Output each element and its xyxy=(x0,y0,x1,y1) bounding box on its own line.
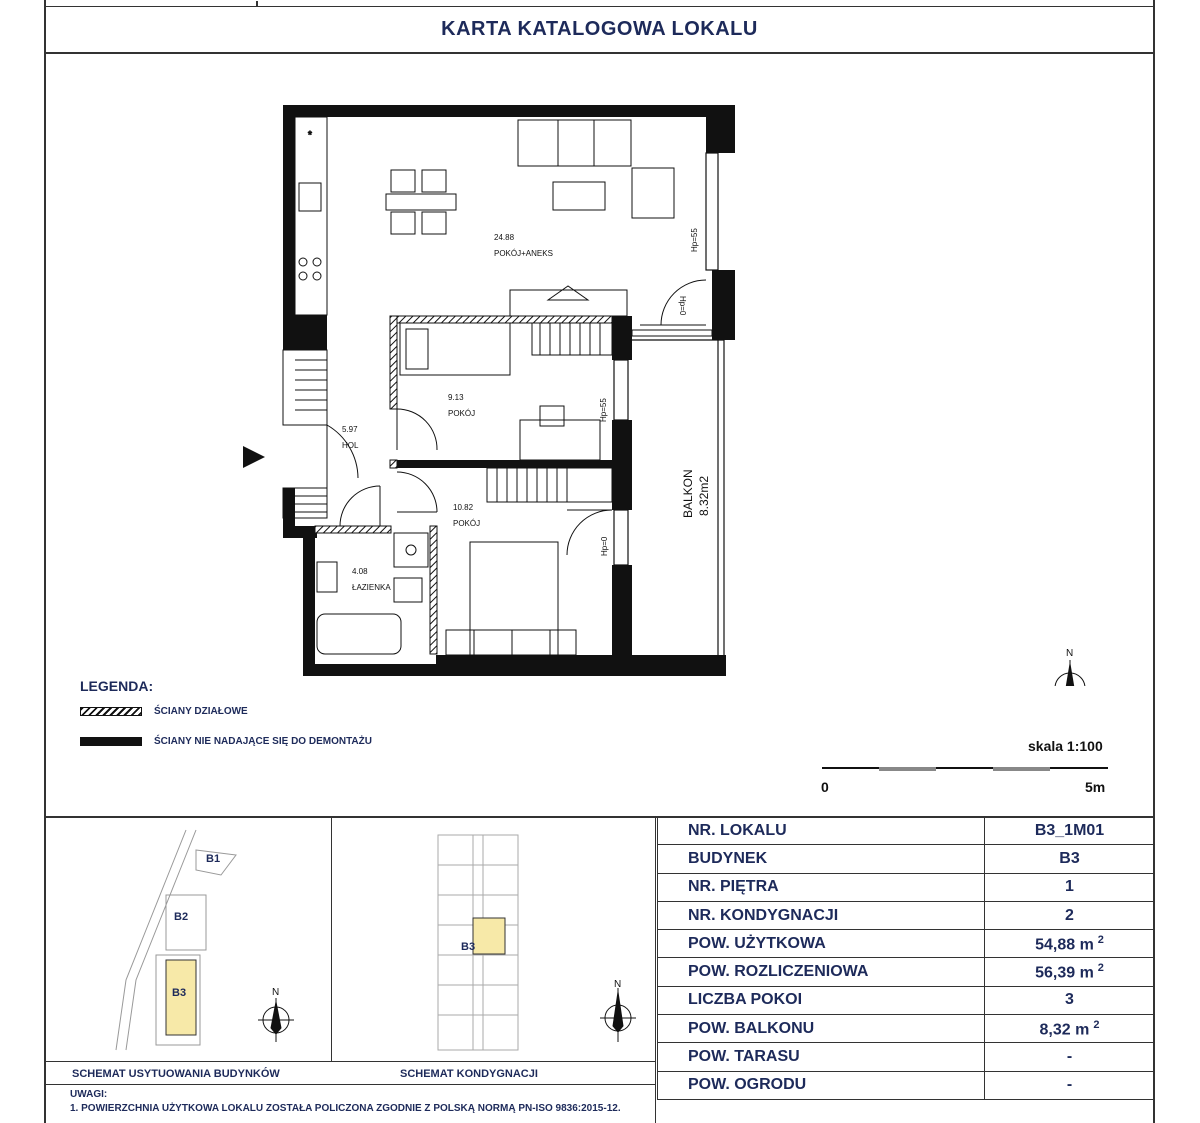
north-label: N xyxy=(614,979,622,990)
north-arrow-icon xyxy=(600,979,636,1042)
row-value: 2 xyxy=(985,901,1155,929)
floor-plan xyxy=(44,56,1154,686)
divider xyxy=(44,1061,655,1062)
north-arrow-icon xyxy=(258,987,294,1042)
row-key: POW. ROZLICZENIOWA xyxy=(658,958,985,986)
legend-item-structural xyxy=(80,736,372,747)
site-building-label: B1 xyxy=(206,853,221,865)
window-label-3: Hp=55 xyxy=(599,398,608,422)
row-key: NR. PIĘTRA xyxy=(658,873,985,901)
row-value: 3 xyxy=(985,986,1155,1014)
unit-info-table xyxy=(657,816,1155,1100)
scale-end: 5m xyxy=(1085,779,1106,795)
window-label-2: Hp=0 xyxy=(678,296,687,316)
room-name-bathroom: ŁAZIENKA xyxy=(352,583,391,592)
north-arrow-icon xyxy=(1048,648,1092,686)
kitchen-counter xyxy=(295,117,327,315)
legend-item-label: ŚCIANY DZIAŁOWE xyxy=(154,706,248,717)
row-key: POW. TARASU xyxy=(658,1043,985,1071)
floor-building-label: B3 xyxy=(461,941,476,953)
notes-line-1: 1. POWIERZCHNIA UŻYTKOWA LOKALU ZOSTAŁA POLICZONA ZGODNIE Z POLSKĄ NORMĄ PN-ISO 9836:2015-12. xyxy=(70,1103,621,1114)
bedroom-2-furniture xyxy=(446,468,612,655)
notes-title: UWAGI: xyxy=(70,1089,108,1100)
row-key: NR. KONDYGNACJI xyxy=(658,901,985,929)
table-row xyxy=(658,845,1155,873)
exterior-walls xyxy=(283,105,735,676)
dining-table xyxy=(386,170,456,234)
sofa xyxy=(510,120,674,316)
row-key: LICZBA POKOI xyxy=(658,986,985,1014)
legend-item-label: ŚCIANY NIE NADAJĄCE SIĘ DO DEMONTAŻU xyxy=(154,736,372,747)
room-name-hall: HOL xyxy=(342,441,359,450)
solid-wall-swatch xyxy=(80,737,142,746)
page-title: KARTA KATALOGOWA LOKALU xyxy=(441,18,758,40)
svg-text:*: * xyxy=(308,130,312,141)
table-row xyxy=(658,817,1155,845)
legend-title: LEGENDA: xyxy=(80,678,154,694)
room-area-bathroom: 4.08 xyxy=(352,567,368,576)
table-row xyxy=(658,1071,1155,1099)
table-row xyxy=(658,1015,1155,1043)
window-label-1: Hp=55 xyxy=(690,228,699,252)
hatched-wall-swatch xyxy=(80,707,142,716)
row-value: 56,39 m $^2$ xyxy=(985,958,1155,986)
divider xyxy=(655,816,656,1123)
site-scheme-label: SCHEMAT USYTUOWANIA BUDYNKÓW xyxy=(72,1068,280,1080)
balcony-area: 8.32m2 xyxy=(697,475,711,516)
row-value: 1 xyxy=(985,873,1155,901)
table-row xyxy=(658,986,1155,1014)
balcony-name: BALKON xyxy=(681,469,695,518)
site-building-label: B3 xyxy=(172,987,187,999)
site-schematic xyxy=(46,820,330,1060)
title-bar xyxy=(44,6,1155,54)
scale-label: skala 1:100 xyxy=(1028,738,1103,754)
row-value: 54,88 m $^2$ xyxy=(985,930,1155,958)
floor-scheme-label: SCHEMAT KONDYGNACJI xyxy=(400,1068,538,1080)
table-row xyxy=(658,873,1155,901)
row-value: 8,32 m $^2$ xyxy=(985,1015,1155,1043)
scale-start: 0 xyxy=(821,779,829,795)
room-area-bedroom-1: 9.13 xyxy=(448,393,464,402)
scale-bar xyxy=(822,767,1108,771)
room-name-living: POKÓJ+ANEKS xyxy=(494,249,553,258)
north-label: N xyxy=(1066,648,1074,659)
divider xyxy=(44,1084,655,1085)
north-label: N xyxy=(272,987,280,998)
row-key: POW. UŻYTKOWA xyxy=(658,930,985,958)
divider xyxy=(331,816,332,1061)
row-value: - xyxy=(985,1043,1155,1071)
legend-item-partition xyxy=(80,706,248,717)
site-building-label: B2 xyxy=(174,911,189,923)
entrance-arrow xyxy=(243,446,265,468)
row-key: POW. OGRODU xyxy=(658,1071,985,1099)
row-key: POW. BALKONU xyxy=(658,1015,985,1043)
floor-schematic xyxy=(333,820,653,1060)
unit-highlight xyxy=(473,918,505,954)
room-name-bedroom-1: POKÓJ xyxy=(448,409,476,418)
table-row xyxy=(658,1043,1155,1071)
notes xyxy=(70,1088,621,1116)
room-name-bedroom-2: POKÓJ xyxy=(453,519,481,528)
room-area-living: 24.88 xyxy=(494,233,515,242)
window-label-4: Hp=0 xyxy=(600,536,609,556)
row-key: NR. LOKALU xyxy=(658,817,985,845)
row-key: BUDYNEK xyxy=(658,845,985,873)
room-area-hall: 5.97 xyxy=(342,425,358,434)
table-row xyxy=(658,901,1155,929)
bathroom-fixtures xyxy=(317,533,428,654)
row-value: B3_1M01 xyxy=(985,817,1155,845)
bedroom-1-furniture xyxy=(400,323,612,460)
table-row xyxy=(658,930,1155,958)
room-area-bedroom-2: 10.82 xyxy=(453,503,474,512)
row-value: B3 xyxy=(985,845,1155,873)
table-row xyxy=(658,958,1155,986)
row-value: - xyxy=(985,1071,1155,1099)
